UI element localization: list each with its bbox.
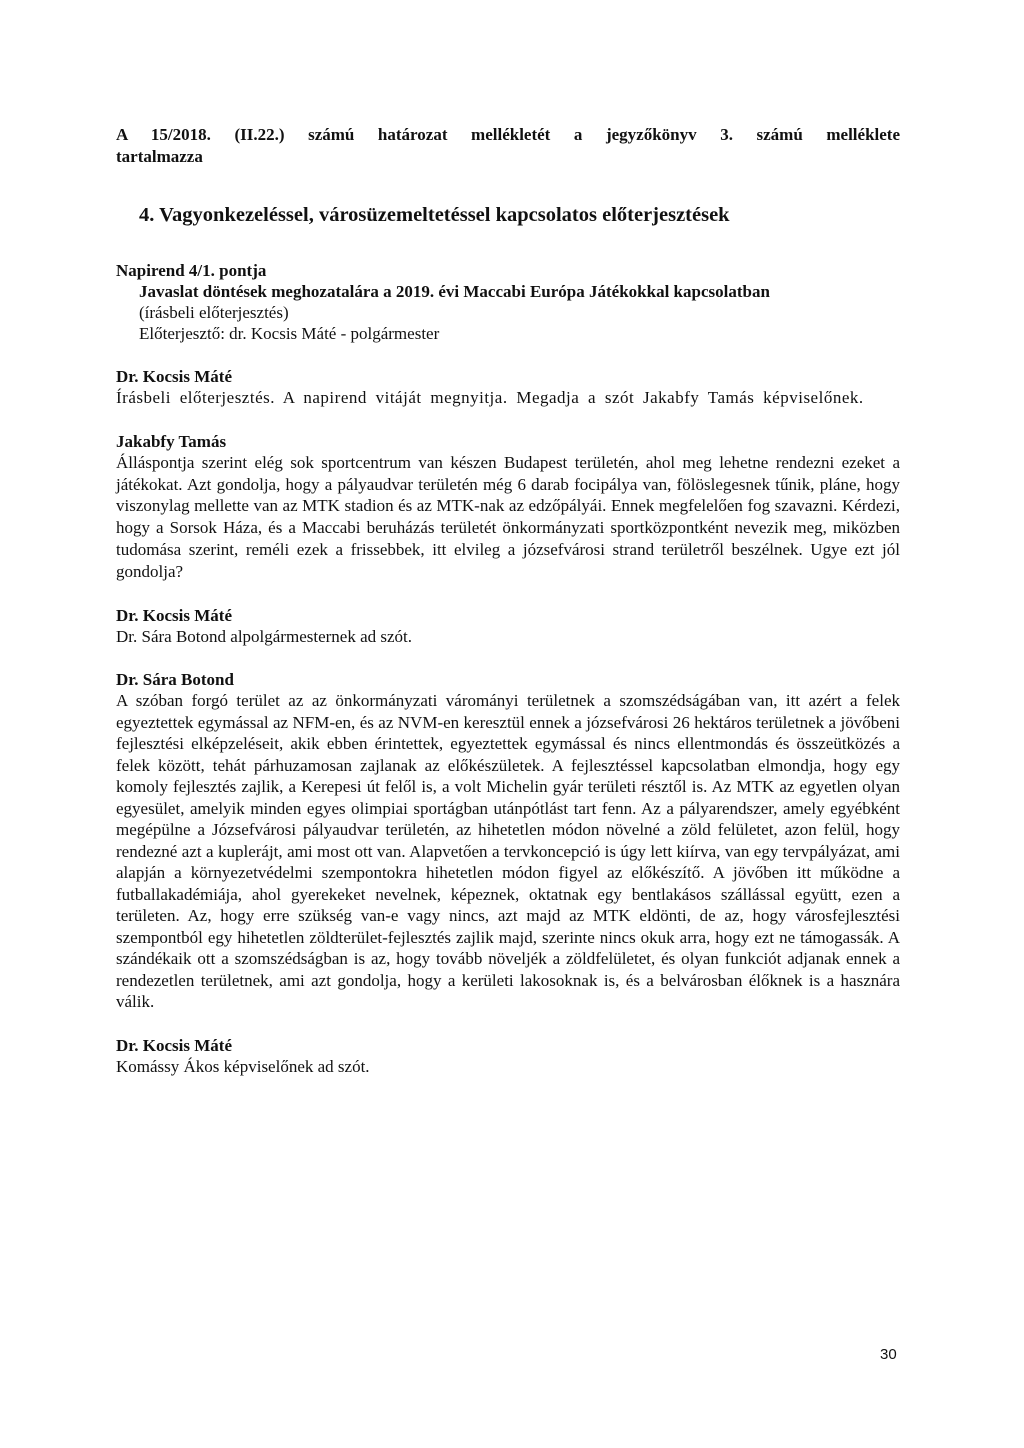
agenda-presenter: Előterjesztő: dr. Kocsis Máté - polgármester (139, 324, 440, 343)
speech-text: Írásbeli előterjesztés. A napirend vitáját megnyitja. Megadja a szót Jakabfy Tamás képviselőnek. (116, 388, 864, 407)
speech-text: Álláspontja szerint elég sok sportcentrum van készen Budapest területén, ahol meg lehetne rendezni ezeket a játékokat. Azt gondolja, hogy a pályaudvar területén még 6 darab focipálya van, fölöslegesnek tűnik, pláne, hogy viszonylag mellette van az MTK stadion és az MTK-nak az edzőpályái. Ennek megfelelően fog szavazni. Kérdezi, hogy a Sorsok Háza, és a Maccabi beruházás területét önkormányzati sportközpontként nevezik meg, miközben tudomása szerint, reméli ezek a frissebbek, itt elvileg a józsefvárosi strand területről beszélnek. Ugye ezt jól gondolja? (116, 452, 900, 581)
annex-note (116, 124, 900, 168)
agenda-item-number: Napirend 4/1. pontja (116, 261, 267, 280)
agenda-subject: Javaslat döntések meghozatalára a 2019. évi Maccabi Európa Játékokkal kapcsolatban (139, 282, 770, 301)
page-number: 30 (880, 1346, 897, 1363)
speaker-name: Dr. Kocsis Máté (116, 1035, 232, 1055)
speech-text: Komássy Ákos képviselőnek ad szót. (116, 1056, 370, 1076)
annex-note-line1: A 15/2018. (II.22.) számú határozat mellékletét a jegyzőkönyv 3. számú melléklete (116, 125, 900, 144)
document-page (116, 124, 900, 1078)
chapter-title: 4. Vagyonkezeléssel, városüzemeltetéssel kapcsolatos előterjesztések (139, 204, 730, 226)
speaker-name: Dr. Kocsis Máté (116, 367, 232, 386)
agenda-details (139, 281, 900, 344)
speaker-name: Dr. Kocsis Máté (116, 605, 232, 625)
annex-note-line2: tartalmazza (116, 147, 203, 166)
speech-text: A szóban forgó terület az az önkormányzati várományi területnek a szomszédságában van, itt azért a felek egyeztettek egymással az NFM-en, és az NVM-en keresztül ennek a józsefvárosi 26 hektáros területnek a jövőbeni fejlesztési elképzeléseit, akik ebben érintettek, egyeztettek egymással és nincs ellentmondás és összeütközés a felek között, tehát párhuzamosan zajlanak az előkészületek. A fejlesztéssel kapcsolatban elmondja, hogy egy komoly fejlesztés zajlik, a Kerepesi út felől is, a volt Michelin gyár területi résztől is. Az MTK az egyetlen olyan egyesület, amelyik minden egyes olimpiai sportágban utánpótlást tart fenn. Az a pályarendszer, amely egyébként megépülne a Józsefvárosi pályaudvar területén, az hihetetlen módon növelné a zöld felületet, azon felül, hogy rendezné azt a kuplerájt, ami most ott van. Alapvetően a tervkoncepció is úgy lett kiírva, van egy tervpályázat, ami alapján a környezetvédelmi szempontokra hihetetlen módon figyel az előkészítő. A jövőben itt működne a futballakadémiája, ahol gyerekeket nevelnek, képeznek, oktatnak egy bentlakásos szállással együtt, ezen a területen. Az, hogy erre szükség van-e vagy nincs, azt majd az MTK eldönti, de az, hogy városfejlesztési szempontból egy hihetetlen zöldterület-fejlesztés zajlik majd, szerinte nincs okuk arra, hogy ezt ne támogassák. A szándékaik ott a szomszédságban is az, hogy tovább növeljék a zöldfelületet, és olyan funkciót adjanak ennek a rendezetlen területnek, ami azt gondolja, hogy a kerületi lakosoknak is, és a belvárosban élőknek is a hasznára válik. (116, 691, 900, 1012)
speaker-name: Dr. Sára Botond (116, 670, 234, 690)
speech-text: Dr. Sára Botond alpolgármesternek ad szót. (116, 626, 413, 646)
agenda-type: (írásbeli előterjesztés) (139, 303, 289, 322)
speaker-name: Jakabfy Tamás (116, 431, 227, 451)
